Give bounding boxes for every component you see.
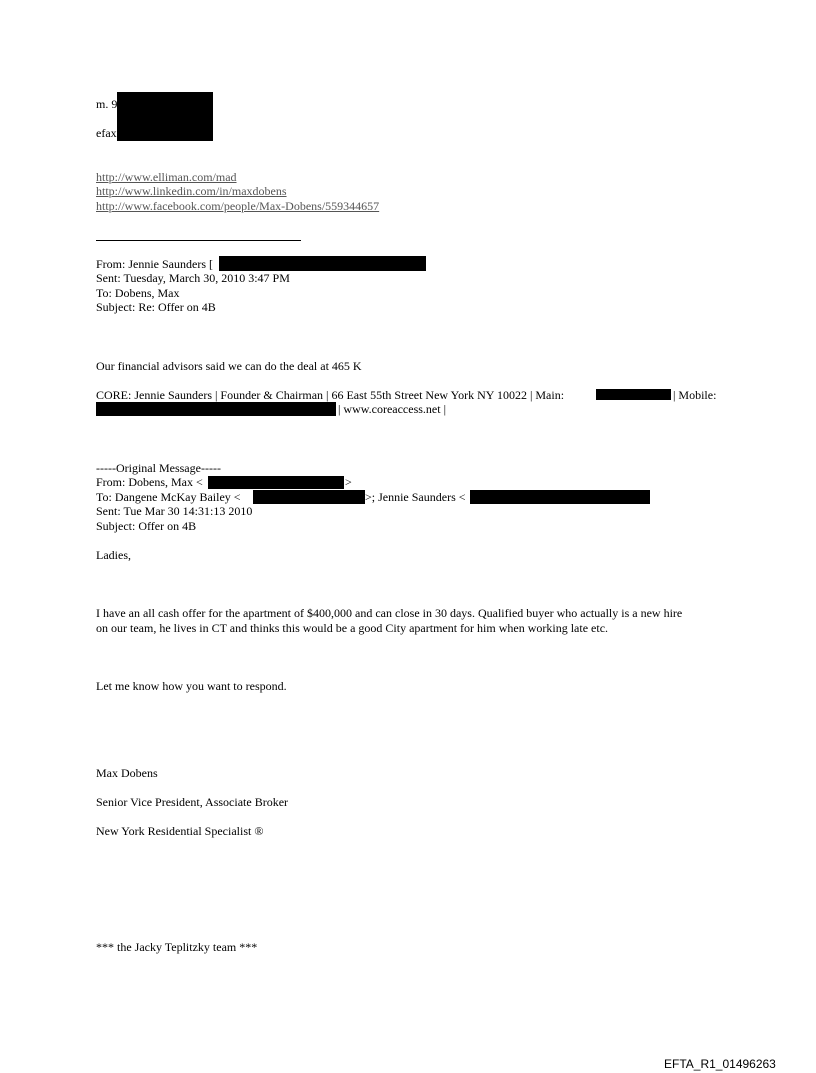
core-signature-line1: CORE: Jennie Saunders | Founder & Chairman | 66 East 55th Street New York NY 10022 | Main: <box>96 388 565 402</box>
core-signature-mobile: | Mobile: <box>673 388 717 402</box>
greeting: Ladies, <box>96 548 131 562</box>
original-subject: Subject: Offer on 4B <box>96 519 197 533</box>
redaction-mobile-phone <box>96 402 336 416</box>
separator-rule <box>96 240 301 241</box>
mobile-label: m. 9 <box>96 97 118 111</box>
efax-label: efax <box>96 126 117 140</box>
team-name: *** the Jacky Teplitzky team *** <box>96 940 258 954</box>
original-to-a: To: Dangene McKay Bailey < <box>96 490 241 504</box>
sender-name: Max Dobens <box>96 766 158 780</box>
original-from: From: Dobens, Max < <box>96 475 203 489</box>
offer-paragraph-line2: on our team, he lives in CT and thinks this would be a good City apartment for him when working late etc. <box>96 621 609 635</box>
core-signature-line2: | www.coreaccess.net | <box>338 402 446 416</box>
original-from-end: > <box>345 475 352 489</box>
redaction-mobile <box>117 92 213 116</box>
redaction-reply-from <box>219 256 426 271</box>
reply-subject: Subject: Re: Offer on 4B <box>96 300 216 314</box>
redaction-original-from <box>208 476 344 489</box>
redaction-main-phone <box>596 389 671 400</box>
original-message-separator: -----Original Message----- <box>96 461 221 475</box>
reply-sent: Sent: Tuesday, March 30, 2010 3:47 PM <box>96 271 290 285</box>
reply-body: Our financial advisors said we can do the deal at 465 K <box>96 359 362 373</box>
link-elliman[interactable]: http://www.elliman.com/mad <box>96 170 237 184</box>
sender-specialty: New York Residential Specialist ® <box>96 824 264 838</box>
reply-to: To: Dobens, Max <box>96 286 180 300</box>
document-id: EFTA_R1_01496263 <box>664 1057 776 1071</box>
redaction-efax <box>117 116 213 141</box>
redaction-to-saunders <box>470 490 650 504</box>
original-sent: Sent: Tue Mar 30 14:31:13 2010 <box>96 504 253 518</box>
offer-paragraph-line1: I have an all cash offer for the apartment of $400,000 and can close in 30 days. Qualified buyer who actually is a new hire <box>96 606 683 620</box>
sender-title: Senior Vice President, Associate Broker <box>96 795 289 809</box>
redaction-to-bailey <box>253 490 365 504</box>
respond-paragraph: Let me know how you want to respond. <box>96 679 287 693</box>
reply-from: From: Jennie Saunders [ <box>96 257 213 271</box>
original-to-b: >; Jennie Saunders < <box>365 490 466 504</box>
link-linkedin[interactable]: http://www.linkedin.com/in/maxdobens <box>96 184 287 198</box>
link-facebook[interactable]: http://www.facebook.com/people/Max-Dobens/559344657 <box>96 199 380 213</box>
